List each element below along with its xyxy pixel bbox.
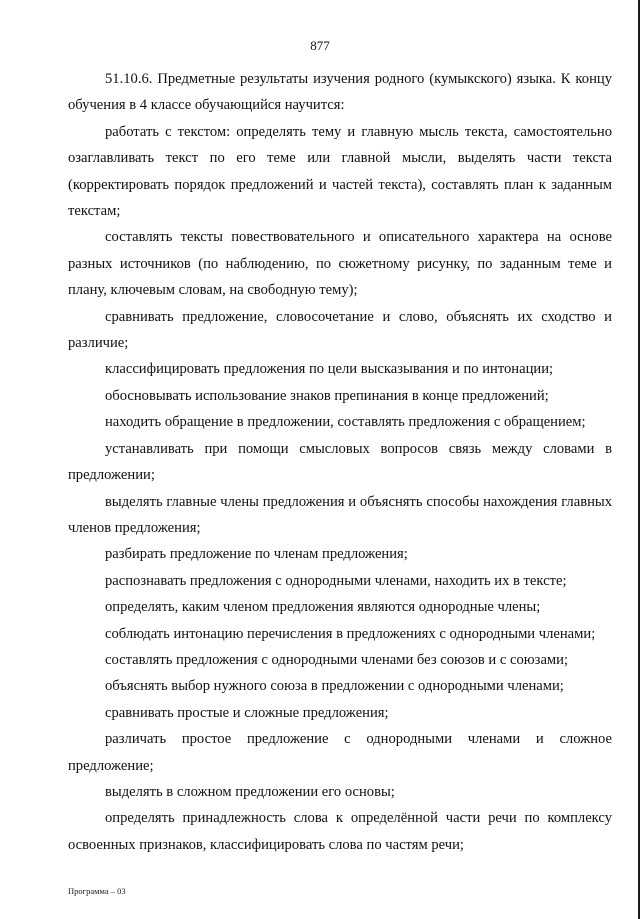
list-item: обосновывать использование знаков препинания в конце предложений; xyxy=(105,387,549,404)
list-item: распознавать предложения с однородными членами, находить их в тексте; xyxy=(105,572,567,589)
page-body xyxy=(68,66,612,858)
list-item: сравнивать простые и сложные предложения; xyxy=(105,704,389,721)
list-item: составлять тексты повествовательного и описательного характера на основе разных источников (по наблюдению, по сюжетному рисунку, по заданным теме и плану, ключевым словам, на свободную тему); xyxy=(68,229,612,299)
list-item: объяснять выбор нужного союза в предложении с однородными членами; xyxy=(105,678,564,695)
list-item: устанавливать при помощи смысловых вопросов связь между словами в предложении; xyxy=(68,440,612,484)
list-item: разбирать предложение по членам предложения; xyxy=(105,546,408,563)
page-number: 877 xyxy=(310,38,330,53)
list-item: находить обращение в предложении, составлять предложения с обращением; xyxy=(105,414,586,431)
list-item: различать простое предложение с однородными членами и сложное предложение; xyxy=(68,731,612,774)
list-item: выделять в сложном предложении его основы; xyxy=(105,783,395,800)
list-item: определять принадлежность слова к определённой части речи по комплексу освоенных признаков, классифицировать слова по частям речи; xyxy=(68,810,612,853)
page-footer: Программа – 03 xyxy=(68,886,126,896)
section-heading-paragraph: 51.10.6. Предметные результаты изучения родного (кумыкского) языка. К концу обучения в 4 классе обучающийся научится: xyxy=(68,71,612,114)
list-item: определять, каким членом предложения являются однородные члены; xyxy=(105,599,541,616)
list-item: сравнивать предложение, словосочетание и слово, объяснять их сходство и различие; xyxy=(68,308,612,352)
list-item: выделять главные члены предложения и объяснять способы нахождения главных членов предложения; xyxy=(68,493,612,536)
list-item: составлять предложения с однородными членами без союзов и с союзами; xyxy=(105,651,569,668)
list-item: классифицировать предложения по цели высказывания и по интонации; xyxy=(105,361,554,378)
list-item: соблюдать интонацию перечисления в предложениях с однородными членами; xyxy=(105,625,596,642)
list-item: работать с текстом: определять тему и главную мысль текста, самостоятельно озаглавливать текст по его теме или главной мысли, выделять части текста (корректировать порядок предложений и частей текста), составлять план к заданным текстам; xyxy=(68,123,612,220)
